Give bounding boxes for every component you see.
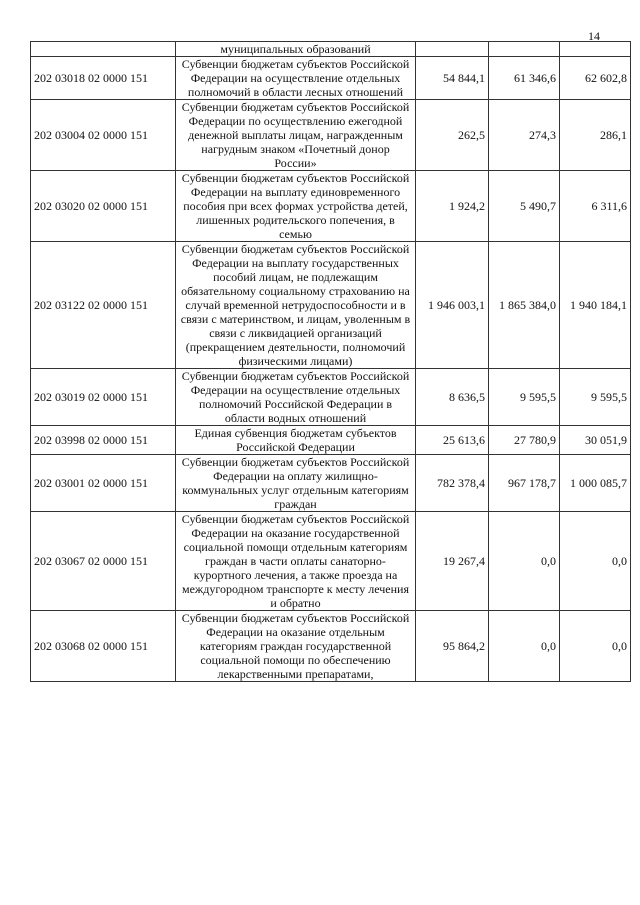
name-cell: Субвенции бюджетам субъектов Российской Федерации на оплату жилищно-коммунальных услуг отдельным категориям граждан [176, 455, 416, 512]
table-row [31, 171, 631, 242]
value-cell-1: 19 267,4 [416, 512, 489, 611]
value-cell-2 [489, 42, 560, 57]
code-cell: 202 03001 02 0000 151 [31, 455, 176, 512]
value-cell-3: 1 940 184,1 [560, 242, 631, 369]
value-cell-1 [416, 42, 489, 57]
table-row [31, 369, 631, 426]
value-cell-1: 782 378,4 [416, 455, 489, 512]
table-row [31, 426, 631, 455]
table-row-continuation [31, 42, 631, 57]
budget-table [30, 41, 631, 682]
value-cell-1: 25 613,6 [416, 426, 489, 455]
code-cell: 202 03122 02 0000 151 [31, 242, 176, 369]
value-cell-3 [560, 42, 631, 57]
value-cell-3: 1 000 085,7 [560, 455, 631, 512]
code-cell: 202 03068 02 0000 151 [31, 611, 176, 682]
table-row [31, 100, 631, 171]
value-cell-1: 262,5 [416, 100, 489, 171]
value-cell-2: 0,0 [489, 512, 560, 611]
value-cell-1: 54 844,1 [416, 57, 489, 100]
name-cell: Субвенции бюджетам субъектов Российской Федерации на оказание отдельным категориям граждан государственной социальной помощи по обеспечению лекарственными препаратами, [176, 611, 416, 682]
name-cell: Субвенции бюджетам субъектов Российской Федерации на осуществление отдельных полномочий Российской Федерации в области водных отношений [176, 369, 416, 426]
code-cell: 202 03020 02 0000 151 [31, 171, 176, 242]
value-cell-2: 5 490,7 [489, 171, 560, 242]
value-cell-3: 6 311,6 [560, 171, 631, 242]
name-cell: Субвенции бюджетам субъектов Российской Федерации на оказание государственной социальной помощи отдельным категориям граждан в части оплаты санаторно-курортного лечения, а также проезда на междугородном транспорте к месту лечения и обратно [176, 512, 416, 611]
name-cell: Субвенции бюджетам субъектов Российской Федерации на выплату единовременного пособия при всех формах устройства детей, лишенных родительского попечения, в семью [176, 171, 416, 242]
code-cell: 202 03019 02 0000 151 [31, 369, 176, 426]
table-row [31, 455, 631, 512]
table-row [31, 611, 631, 682]
name-cell: муниципальных образований [176, 42, 416, 57]
value-cell-3: 0,0 [560, 512, 631, 611]
name-cell: Субвенции бюджетам субъектов Российской Федерации на осуществление отдельных полномочий в области лесных отношений [176, 57, 416, 100]
code-cell: 202 03018 02 0000 151 [31, 57, 176, 100]
table-row [31, 242, 631, 369]
value-cell-2: 1 865 384,0 [489, 242, 560, 369]
value-cell-2: 61 346,6 [489, 57, 560, 100]
value-cell-2: 9 595,5 [489, 369, 560, 426]
table-row [31, 57, 631, 100]
code-cell: 202 03004 02 0000 151 [31, 100, 176, 171]
code-cell [31, 42, 176, 57]
value-cell-3: 286,1 [560, 100, 631, 171]
value-cell-1: 8 636,5 [416, 369, 489, 426]
code-cell: 202 03067 02 0000 151 [31, 512, 176, 611]
name-cell: Единая субвенция бюджетам субъектов Российской Федерации [176, 426, 416, 455]
value-cell-2: 0,0 [489, 611, 560, 682]
value-cell-2: 27 780,9 [489, 426, 560, 455]
value-cell-1: 1 924,2 [416, 171, 489, 242]
value-cell-1: 95 864,2 [416, 611, 489, 682]
table-row [31, 512, 631, 611]
page-number: 14 [588, 29, 600, 43]
value-cell-2: 967 178,7 [489, 455, 560, 512]
value-cell-3: 30 051,9 [560, 426, 631, 455]
name-cell: Субвенции бюджетам субъектов Российской Федерации на выплату государственных пособий лицам, не подлежащим обязательному социальному страхованию на случай временной нетрудоспособности и в связи с материнством, и лицам, уволенным в связи с ликвидацией организаций (прекращением деятельности, полномочий физическими лицами) [176, 242, 416, 369]
value-cell-1: 1 946 003,1 [416, 242, 489, 369]
value-cell-3: 0,0 [560, 611, 631, 682]
name-cell: Субвенции бюджетам субъектов Российской Федерации по осуществлению ежегодной денежной выплаты лицам, награжденным нагрудным знаком «Почетный донор России» [176, 100, 416, 171]
value-cell-2: 274,3 [489, 100, 560, 171]
value-cell-3: 9 595,5 [560, 369, 631, 426]
code-cell: 202 03998 02 0000 151 [31, 426, 176, 455]
value-cell-3: 62 602,8 [560, 57, 631, 100]
